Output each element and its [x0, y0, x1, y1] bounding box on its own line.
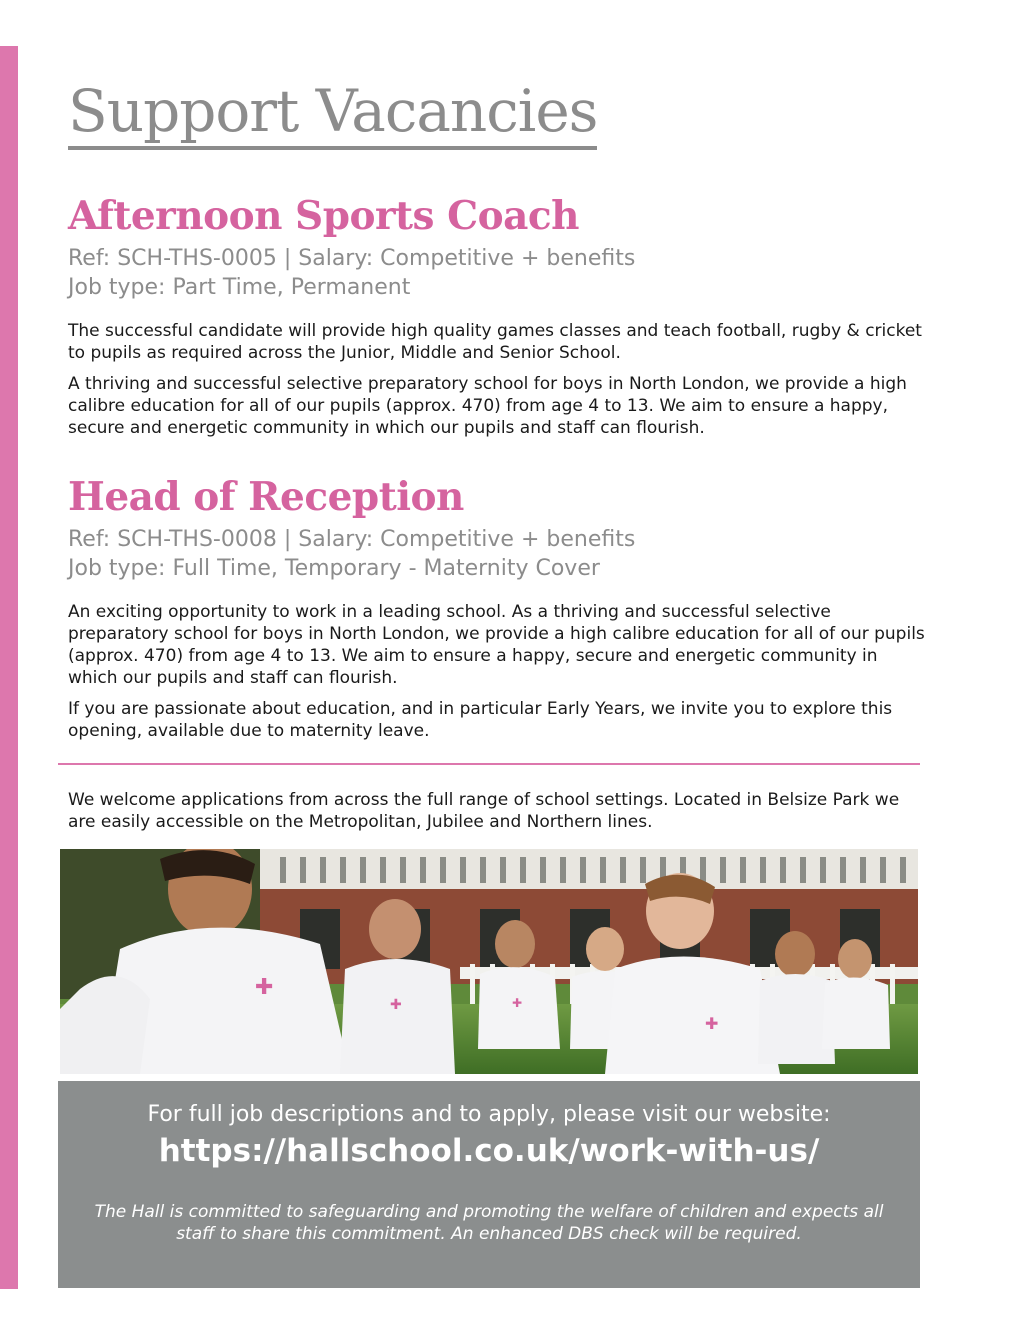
job-description: An exciting opportunity to work in a leading school. As a thriving and successful selective preparatory school for boys in North London, we provide a high calibre education for all of our pupils (approx. 470) from age 4 to 13. We aim to ensure a happy, secure and energetic community in which our pupils and staff can flourish.: [68, 602, 925, 688]
svg-text:✚: ✚: [255, 975, 274, 1000]
job-description: The successful candidate will provide high quality games classes and teach football, rugby & cricket to pupils as required across the Junior, Middle and Senior School.: [68, 321, 922, 363]
school-boys-running-photo: [60, 849, 918, 1074]
svg-text:✚: ✚: [512, 996, 523, 1010]
job-listing-head-of-reception: [68, 473, 928, 742]
job-ref-line: Ref: SCH-THS-0008 | Salary: Competitive + benefits: [68, 527, 636, 552]
website-link[interactable]: https://hallschool.co.uk/work-with-us/: [158, 1133, 820, 1169]
job-title: Head of Reception: [68, 474, 464, 520]
job-description: If you are passionate about education, and in particular Early Years, we invite you to explore this opening, available due to maternity leave.: [68, 699, 893, 741]
page-title: Support Vacancies: [68, 76, 597, 150]
job-type-line: Job type: Part Time, Permanent: [68, 275, 411, 300]
job-type-line: Job type: Full Time, Temporary - Maternity Cover: [68, 556, 600, 581]
svg-text:✚: ✚: [705, 1014, 719, 1033]
safeguarding-note: The Hall is committed to safeguarding and promoting the welfare of children and expects all staff to share this commitment. An enhanced DBS check will be required.: [94, 1202, 884, 1244]
job-description: A thriving and successful selective preparatory school for boys in North London, we provide a high calibre education for all of our pupils (approx. 470) from age 4 to 13. We aim to ensure a happy, secure and energetic community in which our pupils and staff can flourish.: [68, 374, 907, 438]
job-ref-line: Ref: SCH-THS-0005 | Salary: Competitive + benefits: [68, 246, 636, 271]
apply-lead-text: For full job descriptions and to apply, please visit our website:: [147, 1102, 831, 1127]
job-listing-sports-coach: [68, 192, 928, 439]
apply-info-box: [58, 1081, 920, 1288]
job-title: Afternoon Sports Coach: [68, 193, 580, 239]
side-accent-bar: [0, 46, 18, 1289]
svg-text:✚: ✚: [390, 997, 402, 1013]
welcome-text: We welcome applications from across the full range of school settings. Located in Belsize Park we are easily accessible on the Metropolitan, Jubilee and Northern lines.: [68, 790, 900, 832]
section-divider: [58, 763, 920, 765]
